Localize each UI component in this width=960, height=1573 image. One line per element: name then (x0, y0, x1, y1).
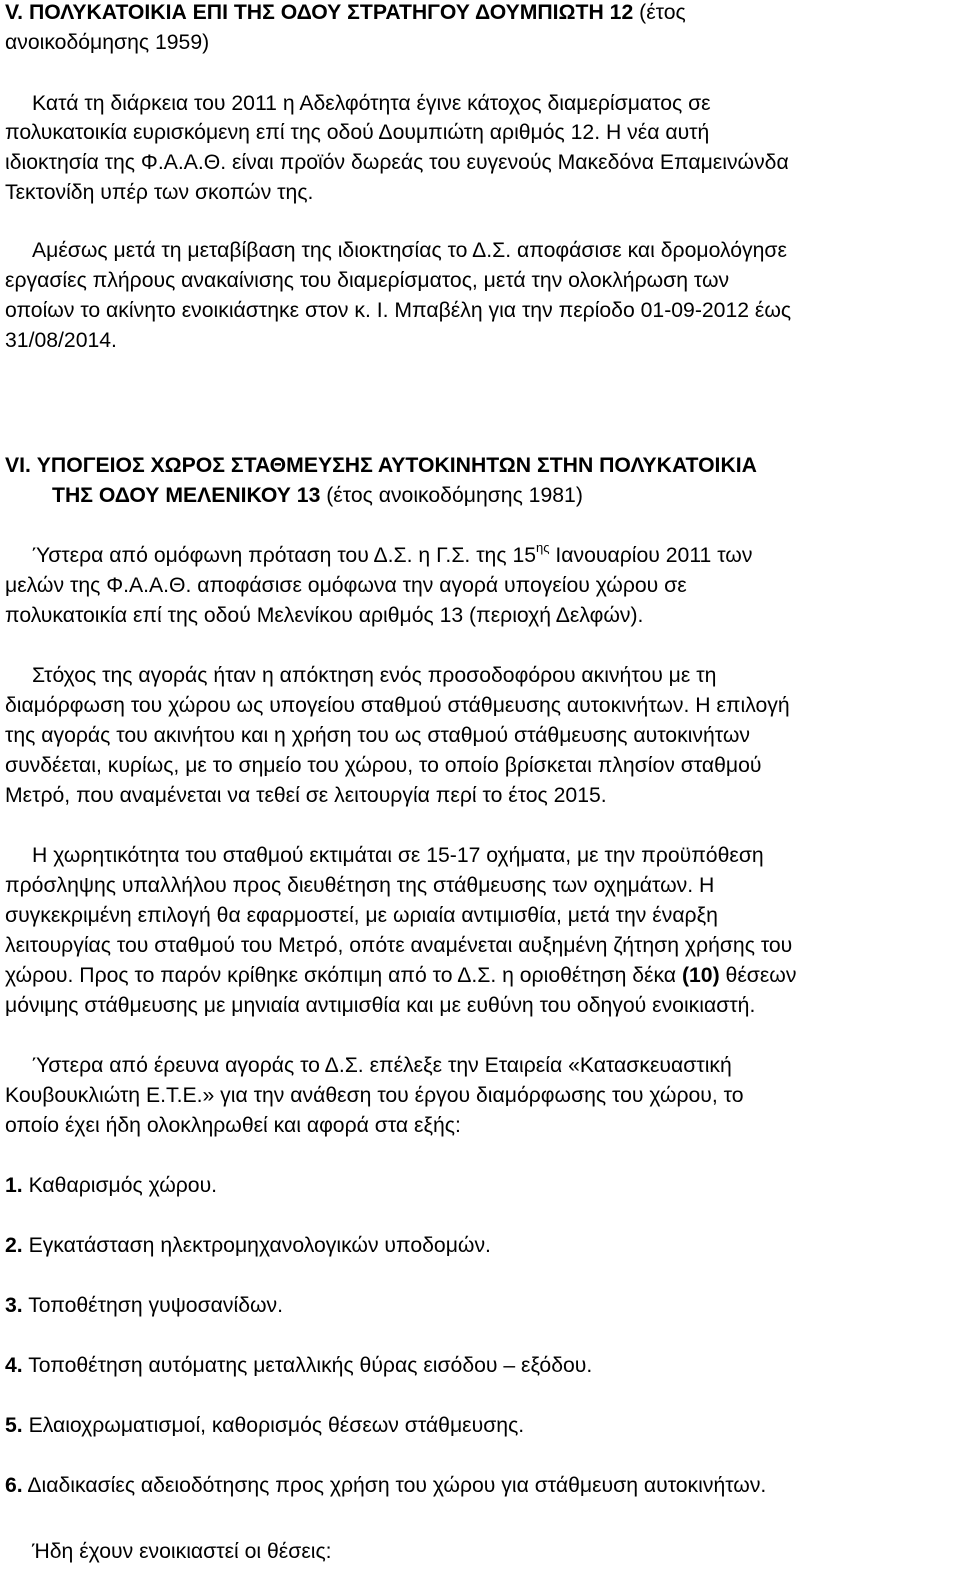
bold-count: (10) (681, 964, 720, 987)
text-run: θέσεων (725, 964, 797, 987)
list-item-text: Εγκατάσταση ηλεκτρομηχανολογικών υποδομών. (28, 1234, 491, 1257)
list-item (5, 1351, 592, 1381)
paragraph-line (32, 541, 752, 571)
list-item-number: 5. (5, 1414, 23, 1437)
section-v-title: V. ΠΟΛΥΚΑΤΟΙΚΙΑ ΕΠΙ ΤΗΣ ΟΔΟΥ ΣΤΡΑΤΗΓΟΥ ΔΟΥΜΠΙΩΤΗ 12 (5, 1, 634, 24)
list-item (5, 1471, 766, 1501)
paragraph-line: Στόχος της αγοράς ήταν η απόκτηση ενός προσοδοφόρου ακινήτου με τη (32, 664, 717, 687)
paragraph-line: Ύστερα από έρευνα αγοράς το Δ.Σ. επέλεξε την Εταιρεία «Κατασκευαστική (32, 1054, 732, 1077)
paragraph-line: εργασίες πλήρους ανακαίνισης του διαμερίσματος, μετά την ολοκλήρωση των (5, 269, 730, 292)
paragraph-line: Η χωρητικότητα του σταθμού εκτιμάται σε 15-17 οχήματα, με την προϋπόθεση (32, 844, 764, 867)
paragraph-line: οποίο έχει ήδη ολοκληρωθεί και αφορά στα εξής: (5, 1114, 461, 1137)
paragraph-line: ιδιοκτησία της Φ.Α.Α.Θ. είναι προϊόν δωρεάς του ευγενούς Μακεδόνα Επαμεινώνδα (5, 151, 789, 174)
section-v-year-note: (έτος (639, 1, 686, 24)
paragraph-line: πολυκατοικία ευρισκόμενη επί της οδού Δουμπιώτη αριθμός 12. Η νέα αυτή (5, 121, 710, 144)
paragraph-line: μόνιμης στάθμευσης με μηνιαία αντιμισθία και με ευθύνη του οδηγού ενοικιαστή. (5, 994, 756, 1017)
list-item-number: 2. (5, 1234, 23, 1257)
list-item-number: 1. (5, 1174, 23, 1197)
paragraph-line: 31/08/2014. (5, 329, 117, 352)
text-run: Ύστερα από ομόφωνη πρόταση του Δ.Σ. η Γ.Σ. της 15 (32, 544, 537, 567)
ordinal-suffix: ης (536, 539, 550, 555)
list-item-number: 6. (5, 1474, 23, 1497)
paragraph-line: διαμόρφωση του χώρου ως υπογείου σταθμού στάθμευσης αυτοκινήτων. Η επιλογή (5, 694, 790, 717)
paragraph-line: Μετρό, που αναμένεται να τεθεί σε λειτουργία περί το έτος 2015. (5, 784, 607, 807)
paragraph-line: πρόσληψης υπαλλήλου προς διευθέτηση της στάθμευσης των οχημάτων. Η (5, 874, 715, 897)
section-vi-heading: VI. ΥΠΟΓΕΙΟΣ ΧΩΡΟΣ ΣΤΑΘΜΕΥΣΗΣ ΑΥΤΟΚΙΝΗΤΩΝ ΣΤΗΝ ΠΟΛΥΚΑΤΟΙΚΙΑ (5, 454, 757, 477)
list-item (5, 1231, 491, 1261)
list-item-number: 4. (5, 1354, 23, 1377)
list-item-text: Τοποθέτηση αυτόματης μεταλλικής θύρας εισόδου – εξόδου. (28, 1354, 593, 1377)
list-item-text: Διαδικασίες αδειοδότησης προς χρήση του χώρου για στάθμευση αυτοκινήτων. (27, 1474, 767, 1497)
section-vi-title-street: ΤΗΣ ΟΔΟΥ ΜΕΛΕΝΙΚΟΥ 13 (52, 484, 321, 507)
text-run: Ιανουαρίου 2011 των (555, 544, 753, 567)
list-item-text: Ελαιοχρωματισμοί, καθορισμός θέσεων στάθμευσης. (28, 1414, 525, 1437)
section-v-heading-cont: ανοικοδόμησης 1959) (5, 31, 210, 54)
list-item (5, 1411, 524, 1441)
paragraph-line: Κατά τη διάρκεια του 2011 η Αδελφότητα έγινε κάτοχος διαμερίσματος σε (32, 92, 711, 115)
list-item-text: Καθαρισμός χώρου. (28, 1174, 218, 1197)
section-v-heading (5, 0, 686, 28)
paragraph-line (5, 961, 796, 991)
paragraph-line: Τεκτονίδη υπέρ των σκοπών της. (5, 181, 314, 204)
paragraph-line: Αμέσως μετά τη μεταβίβαση της ιδιοκτησίας το Δ.Σ. αποφάσισε και δρομολόγησε (32, 239, 787, 262)
list-item (5, 1291, 283, 1321)
section-vi-heading-cont (52, 481, 583, 511)
section-vi-year-note: (έτος ανοικοδόμησης 1981) (326, 484, 583, 507)
paragraph-line: Ήδη έχουν ενοικιαστεί οι θέσεις: (32, 1540, 332, 1563)
list-item-number: 3. (5, 1294, 23, 1317)
paragraph-line: συγκεκριμένη επιλογή θα εφαρμοστεί, με ωριαία αντιμισθία, μετά την έναρξη (5, 904, 718, 927)
paragraph-line: οποίων το ακίνητο ενοικιάστηκε στον κ. Ι. Μπαβέλη για την περίοδο 01-09-2012 έως (5, 299, 792, 322)
text-run: χώρου. Προς το παρόν κρίθηκε σκόπιμη από το Δ.Σ. η οριοθέτηση δέκα (5, 964, 677, 987)
paragraph-line: μελών της Φ.Α.Α.Θ. αποφάσισε ομόφωνα την αγορά υπογείου χώρου σε (5, 574, 687, 597)
paragraph-line: πολυκατοικία επί της οδού Μελενίκου αριθμός 13 (περιοχή Δελφών). (5, 604, 644, 627)
paragraph-line: Κουβουκλιώτη Ε.Τ.Ε.» για την ανάθεση του έργου διαμόρφωσης του χώρου, το (5, 1084, 744, 1107)
list-item-text: Τοποθέτηση γυψοσανίδων. (28, 1294, 284, 1317)
paragraph-line: συνδέεται, κυρίως, με το σημείο του χώρου, το οποίο βρίσκεται πλησίον σταθμού (5, 754, 762, 777)
list-item (5, 1171, 217, 1201)
paragraph-line: της αγοράς του ακινήτου και η χρήση του ως σταθμού στάθμευσης αυτοκινήτων (5, 724, 750, 747)
paragraph-line: λειτουργίας του σταθμού του Μετρό, οπότε αναμένεται αυξημένη ζήτηση χρήσης του (5, 934, 793, 957)
